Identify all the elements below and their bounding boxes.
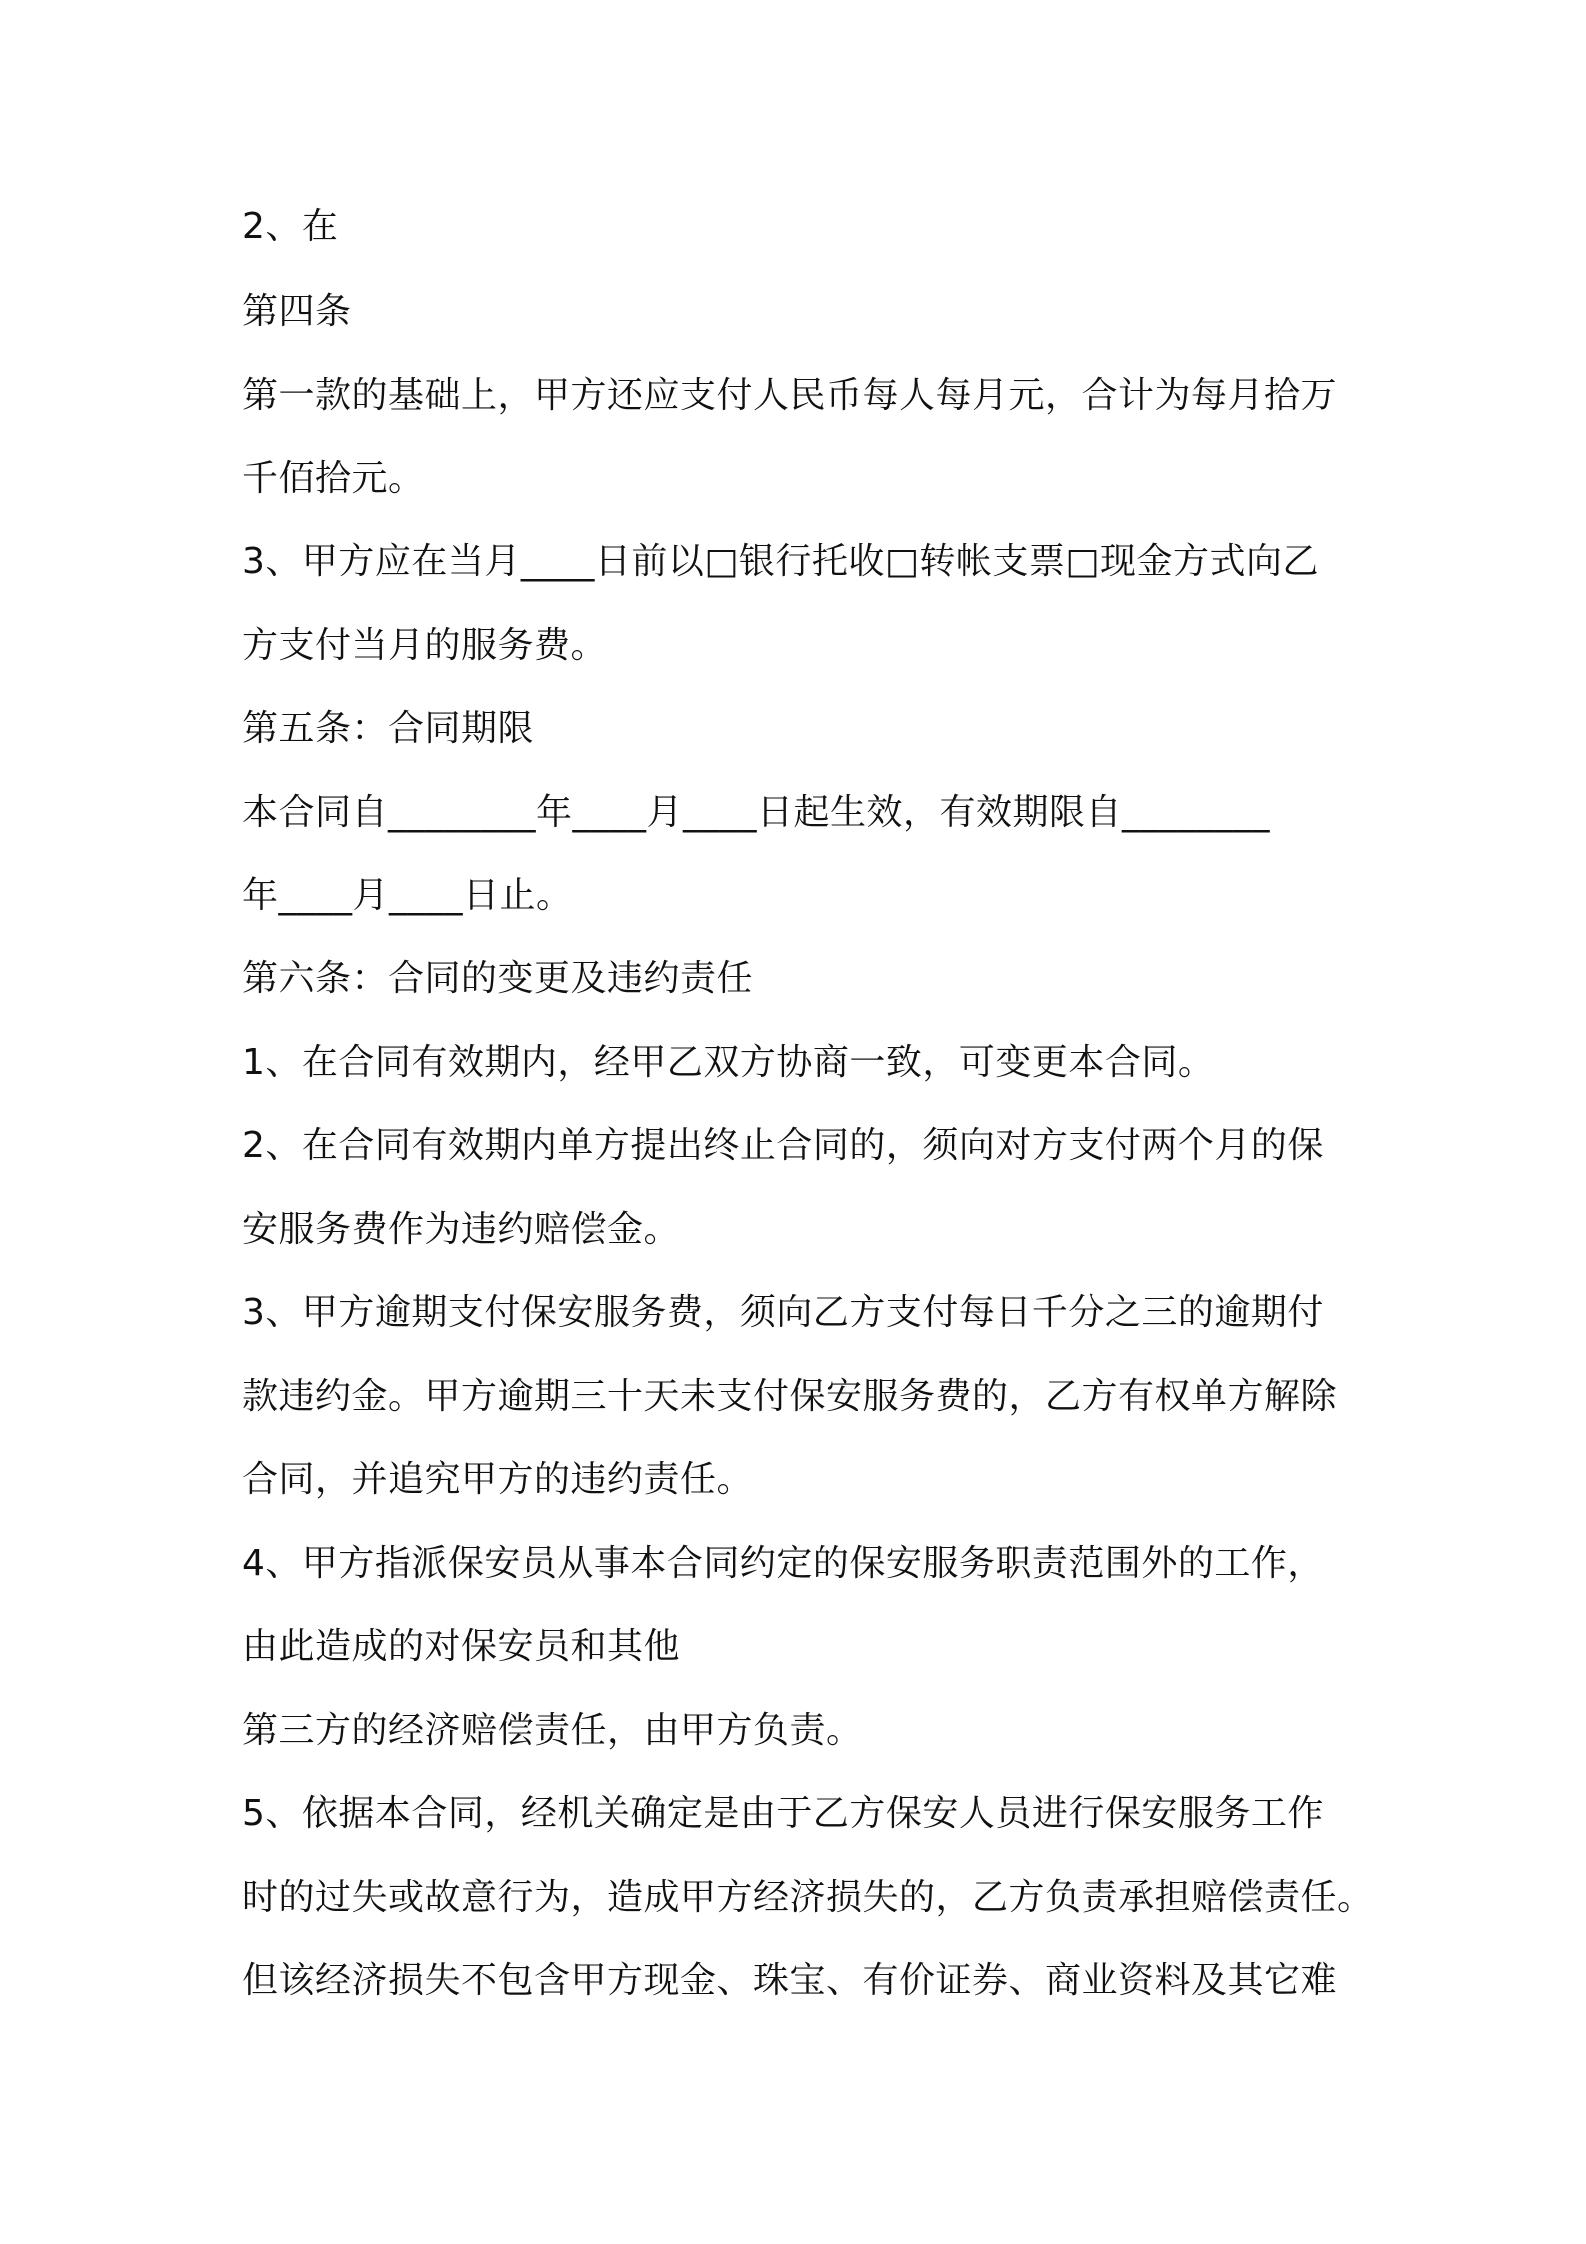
text-line: 方支付当月的服务费。 — [242, 625, 608, 666]
text-line: 时的过失或故意行为，造成甲方经济损失的，乙方负责承担赔偿责任。 — [242, 1877, 1374, 1918]
text-line: 但该经济损失不包含甲方现金、珠宝、有价证券、商业资料及其它难 — [242, 1960, 1338, 2001]
text-line: 由此造成的对保安员和其他 — [242, 1626, 681, 1667]
text-line: 本合同自________年____月____日起生效，有效期限自________ — [242, 792, 1271, 833]
article-heading: 第六条：合同的变更及违约责任 — [242, 958, 754, 999]
text-line: 1、在合同有效期内，经甲乙双方协商一致，可变更本合同。 — [242, 1042, 1215, 1083]
text-line: 3、甲方逾期支付保安服务费，须向乙方支付每日千分之三的逾期付 — [242, 1292, 1324, 1333]
article-heading: 第五条：合同期限 — [242, 708, 535, 749]
text-line: 4、甲方指派保安员从事本合同约定的保安服务职责范围外的工作， — [242, 1543, 1324, 1584]
text-line: 2、在 — [242, 206, 339, 247]
text-line: 第一款的基础上，甲方还应支付人民币每人每月元，合计为每月拾万 — [242, 375, 1338, 416]
text-line: 年____月____日止。 — [242, 875, 573, 916]
text-line: 3、甲方应在当月____日前以□银行托收□转帐支票□现金方式向乙 — [242, 541, 1319, 582]
article-heading: 第四条 — [242, 291, 352, 332]
text-line: 安服务费作为违约赔偿金。 — [242, 1209, 681, 1250]
text-line: 千佰拾元。 — [242, 458, 425, 499]
text-line: 合同，并追究甲方的违约责任。 — [242, 1459, 754, 1500]
text-line: 款违约金。甲方逾期三十天未支付保安服务费的，乙方有权单方解除 — [242, 1376, 1338, 1417]
text-line: 2、在合同有效期内单方提出终止合同的，须向对方支付两个月的保 — [242, 1125, 1324, 1166]
text-line: 第三方的经济赔偿责任，由甲方负责。 — [242, 1710, 863, 1751]
text-line: 5、依据本合同，经机关确定是由于乙方保安人员进行保安服务工作 — [242, 1793, 1324, 1834]
